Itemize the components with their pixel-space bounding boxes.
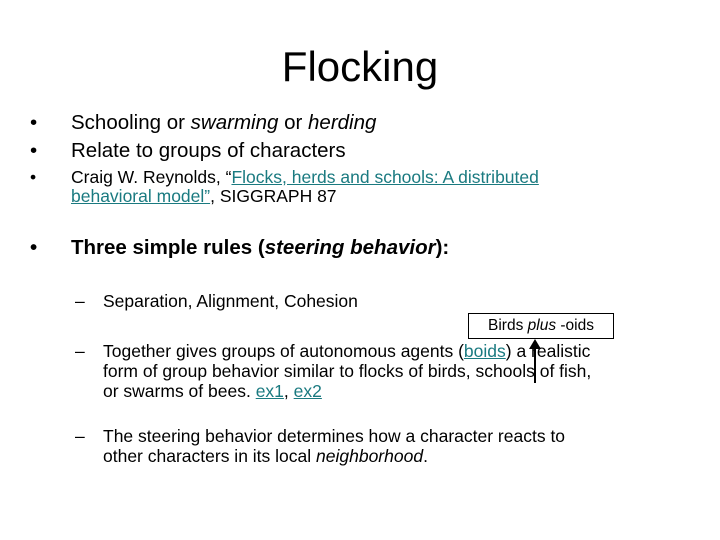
emphasis-herding: herding: [308, 111, 377, 134]
rules-text: ):: [435, 236, 450, 259]
callout-text: Birds: [488, 317, 528, 334]
paper-link-cont[interactable]: behavioral model”: [71, 186, 211, 206]
ex1-link[interactable]: ex1: [255, 381, 284, 401]
together-text: ) a realistic: [505, 341, 591, 361]
bullet-marker: •: [30, 167, 37, 187]
steering-text: other characters in its local: [103, 446, 317, 466]
callout-text: -oids: [556, 317, 594, 334]
dash-marker: –: [75, 426, 85, 446]
boids-callout: [468, 313, 614, 339]
dash-marker: –: [75, 291, 85, 311]
sub-together-line3: [103, 381, 322, 401]
bullet-schooling: [71, 111, 376, 135]
sub-steering-line2: [103, 446, 428, 466]
steering-text: .: [423, 446, 428, 466]
together-text: or swarms of bees.: [103, 381, 256, 401]
bullet-reference-cont: [71, 186, 337, 206]
slide-title: Flocking: [281, 43, 439, 90]
bullet-text: Schooling or: [71, 111, 191, 134]
sub-steering: The steering behavior determines how a character reacts to: [103, 426, 566, 446]
bullet-marker: •: [30, 111, 38, 134]
ex2-link[interactable]: ex2: [293, 381, 322, 401]
sub-together: [103, 341, 590, 361]
sub-rules-list: Separation, Alignment, Cohesion: [103, 291, 358, 311]
bullet-text: or: [278, 111, 309, 134]
bullet-marker: •: [30, 236, 38, 259]
reference-venue: , SIGGRAPH 87: [210, 186, 337, 206]
emphasis-swarming: swarming: [190, 111, 279, 134]
dash-marker: –: [75, 341, 85, 361]
paper-link[interactable]: Flocks, herds and schools: A distributed: [231, 167, 539, 187]
emphasis-neighborhood: neighborhood: [316, 446, 424, 466]
rules-text: Three simple rules (: [71, 236, 265, 259]
bullet-marker: •: [30, 139, 38, 162]
emphasis-steering: steering behavior: [264, 236, 436, 259]
bullet-relate: Relate to groups of characters: [71, 139, 346, 162]
separator-text: ,: [283, 381, 294, 401]
boids-link[interactable]: boids: [463, 341, 506, 361]
together-text: Together gives groups of autonomous agents (: [103, 341, 464, 361]
reference-author: Craig W. Reynolds, “: [71, 167, 232, 187]
sub-together-line2: form of group behavior similar to flocks of birds, schools of fish,: [103, 361, 592, 381]
bullet-three-rules: [71, 236, 449, 260]
bullet-reference: [71, 167, 539, 187]
callout-emphasis: plus: [527, 317, 557, 334]
